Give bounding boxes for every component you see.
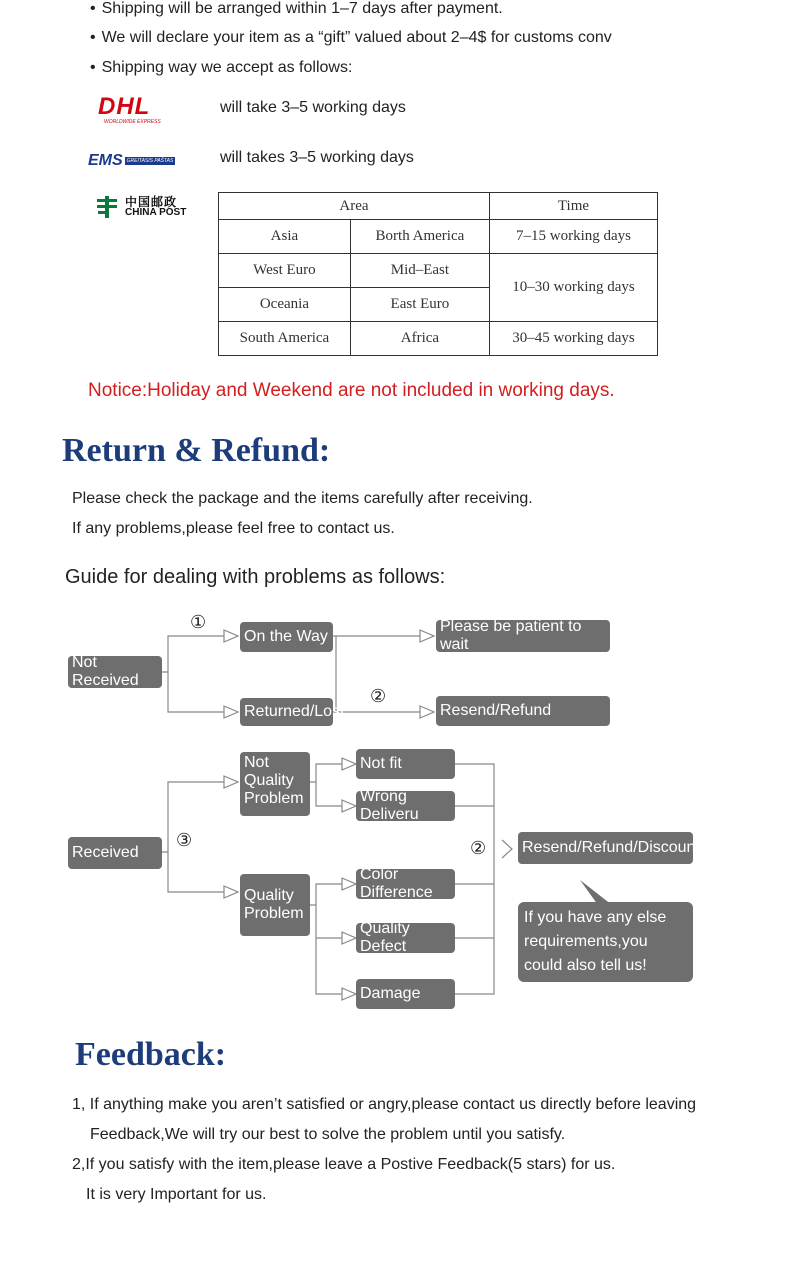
feedback-title: Feedback: [75, 1036, 227, 1073]
feedback-line-4: It is very Important for us. [86, 1186, 267, 1203]
table-cell: 10–30 working days [490, 254, 658, 322]
table-cell: Borth America [350, 220, 489, 254]
table-header-time: Time [490, 193, 658, 220]
received-box: Received [68, 837, 162, 869]
table-cell: East Euro [350, 288, 489, 322]
step-number-2-top: ② [370, 686, 387, 706]
table-cell: Oceania [219, 288, 351, 322]
requirements-bubble: If you have any else requirements,you could also tell us! [518, 902, 693, 982]
refund-line-1: Please check the package and the items carefully after receiving. [72, 490, 533, 507]
dhl-shipping-time: will take 3–5 working days [220, 99, 406, 116]
resend-refund-box: Resend/Refund [436, 696, 610, 726]
wrong-delivery-box: Wrong Deliveru [356, 791, 455, 821]
feedback-line-2: Feedback,We will try our best to solve the problem until you satisfy. [90, 1126, 566, 1143]
resend-refund-discount-box: Resend/Refund/Discount [518, 832, 693, 864]
shipping-bullet-2: • We will declare your item as a “gift” valued about 2–4$ for customs conv [90, 29, 612, 47]
ems-logo-sub: GREITASIS PAŠTAS [126, 158, 174, 164]
be-patient-box: Please be patient to wait [436, 620, 610, 652]
quality-problem-box: Quality Problem [240, 874, 310, 936]
step-number-3: ③ [176, 830, 193, 850]
ems-shipping-time: will takes 3–5 working days [220, 149, 414, 166]
table-cell: Mid–East [350, 254, 489, 288]
table-cell: South America [219, 322, 351, 356]
not-fit-box: Not fit [356, 749, 455, 779]
returned-lost-box: Returned/Lost [240, 698, 333, 726]
feedback-line-1: 1, If anything make you aren’t satisfied or angry,please contact us directly before leaving [72, 1096, 697, 1113]
on-the-way-box: On the Way [240, 622, 333, 652]
refund-line-2: If any problems,please feel free to contact us. [72, 520, 395, 537]
dhl-logo-sub: WORLDWIDE EXPRESS [104, 119, 161, 125]
table-cell: 7–15 working days [490, 220, 658, 254]
return-refund-title: Return & Refund: [62, 432, 331, 469]
feedback-line-3: 2,If you satisfy with the item,please leave a Postive Feedback(5 stars) for us. [72, 1156, 616, 1173]
table-cell: West Euro [219, 254, 351, 288]
ems-logo-text: EMS [88, 152, 123, 169]
table-header-area: Area [219, 193, 490, 220]
china-post-logo-en: CHINA POST [125, 207, 187, 218]
not-quality-problem-box: Not Quality Problem [240, 752, 310, 816]
holiday-notice: Notice:Holiday and Weekend are not included in working days. [88, 380, 615, 401]
step-number-2-bottom: ② [470, 838, 487, 858]
table-cell: 30–45 working days [490, 322, 658, 356]
table-cell: Asia [219, 220, 351, 254]
table-cell: Africa [350, 322, 489, 356]
shipping-bullet-3: • Shipping way we accept as follows: [90, 59, 352, 77]
china-post-logo-cn: 中国邮政 [125, 195, 178, 209]
step-number-1: ① [190, 612, 207, 632]
quality-defect-box: Quality Defect [356, 923, 455, 953]
color-difference-box: Color Difference [356, 869, 455, 899]
damage-box: Damage [356, 979, 455, 1009]
not-received-box: Not Received [68, 656, 162, 688]
dhl-logo-text: DHL [98, 93, 151, 120]
guide-heading: Guide for dealing with problems as follows: [65, 566, 446, 588]
shipping-bullet-1: • Shipping will be arranged within 1–7 days after payment. [90, 0, 503, 18]
